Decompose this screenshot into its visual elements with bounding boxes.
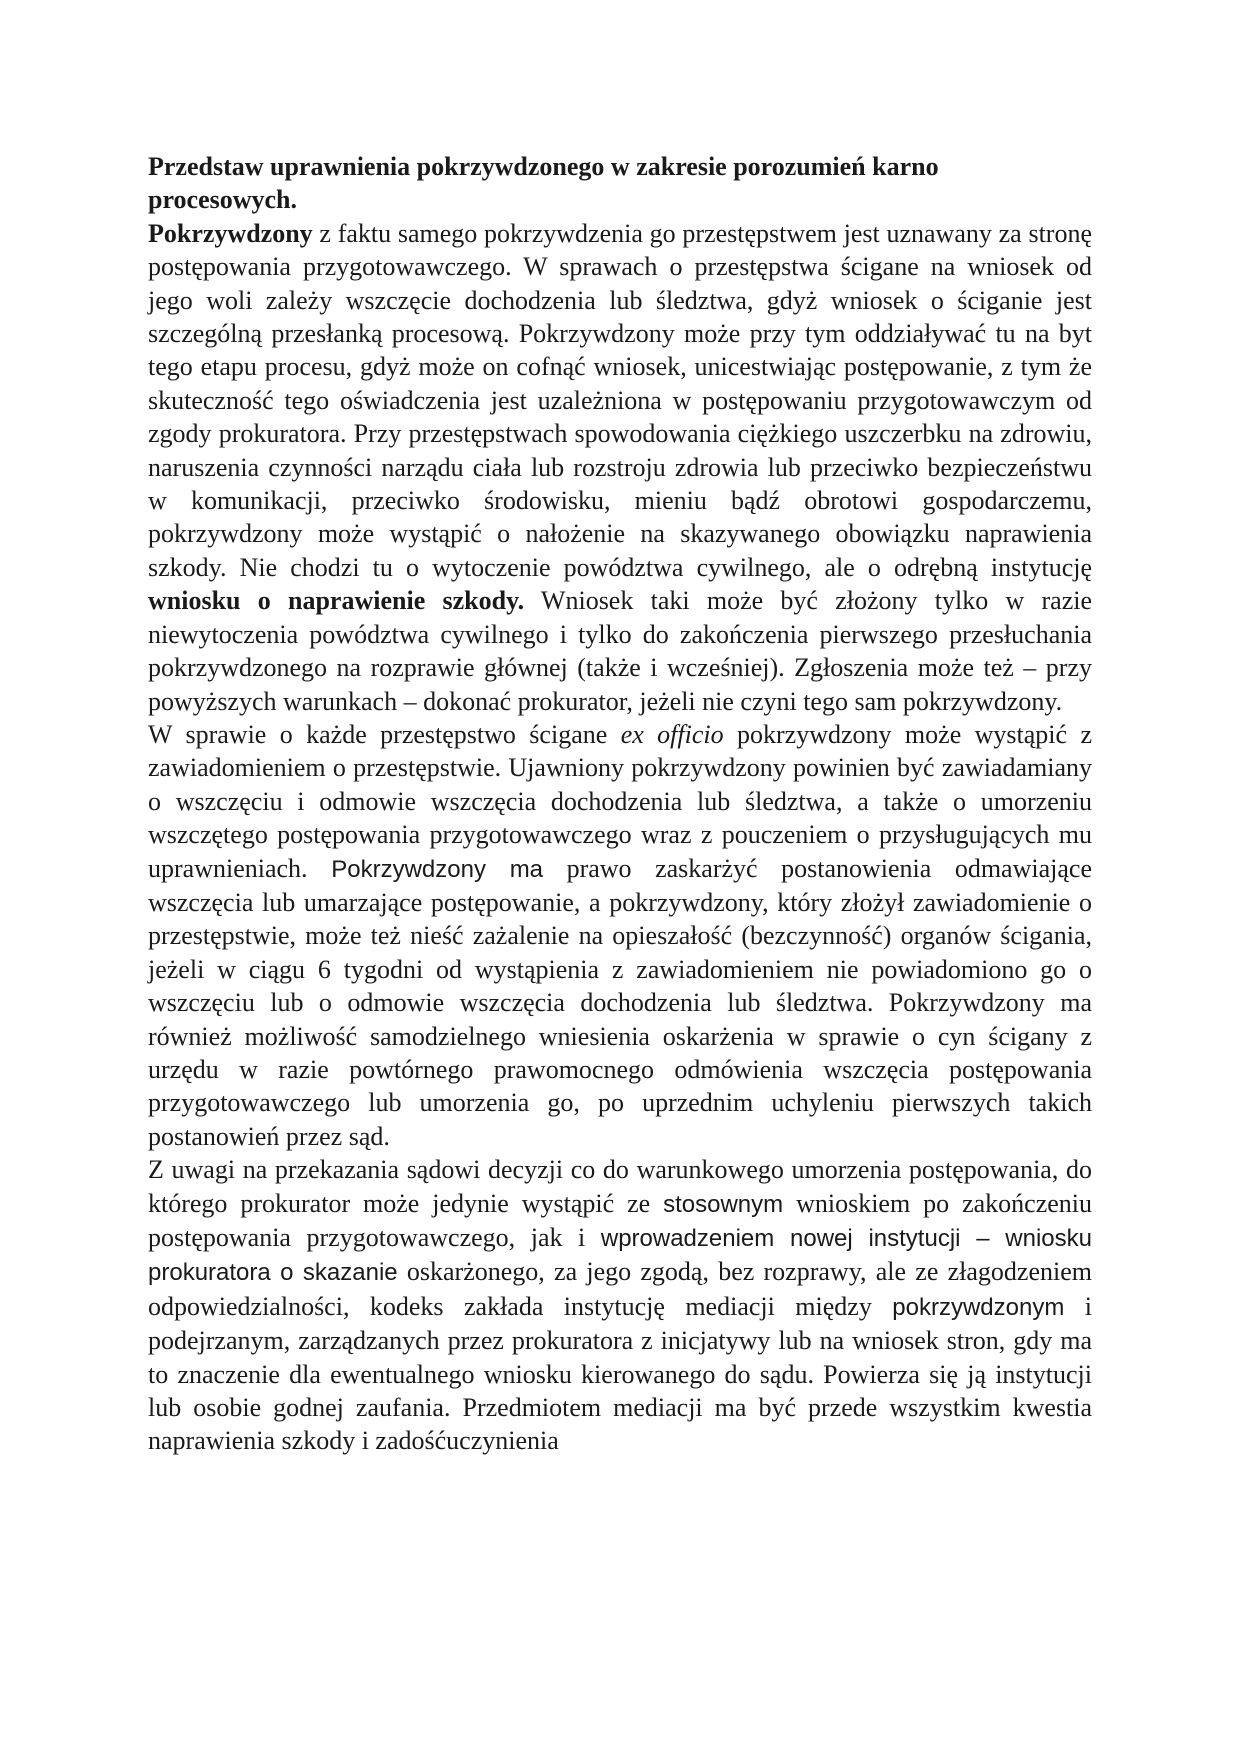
paragraph-2-text-b: pokrzywdzony może wystąpić z zawiadomieniem o przestępstwie. Ujawniony pokrzywdzony powinien być zawiadamiany o wszczęciu i odmowie wszczęcia dochodzenia lub śledztwa, a także o umorzeniu wszczętego postępowania przygotowawczego wraz z pouczeniem o przysługujących mu uprawnieniach. [148,719,1093,883]
paragraph-3 [148,1153,1092,1458]
paragraph-3-text-d: i podejrzanym, zarządzanych przez prokuratora z inicjatywy lub na wniosek stron, gdy ma to znaczenie dla ewentualnego wniosku kierowanego do sądu. Powierza się ją instytucji lub osobie godnej zaufania. Przedmiotem mediacji ma być przede wszystkim kwestia naprawienia szkody i zadośćuczynienia [148,1291,1092,1456]
paragraph-1-text-a: z faktu samego pokrzywdzenia go przestępstwem jest uznawany za stronę postępowania przygotowawczego. W sprawach o przestępstwa ścigane na wniosek od jego woli zależy wszczęcie dochodzenia lub śledztwa, gdyż wniosek o ściganie jest szczególną przesłanką procesową. Pokrzywdzony może przy tym oddziaływać tu na byt tego etapu procesu, gdyż może on cofnąć wniosek, unicestwiając postępowanie, z tym że skuteczność tego oświadczenia jest uzależniona w postępowaniu przygotowawczym od zgody prokuratora. Przy przestępstwach spowodowania ciężkiego uszczerbku na zdrowiu, naruszenia czynności narządu ciała lub rozstroju zdrowia lub przeciwko bezpieczeństwu w komunikacji, przeciwko środowisku, mieniu bądź obrotowi gospodarczemu, pokrzywdzony może wystąpić o nałożenie na skazywanego obowiązku naprawienia szkody. Nie chodzi tu o wytoczenie powództwa cywilnego, ale o odrębną instytucję [148,218,1092,582]
paragraph-3-sans-a: stosownym [663,1190,784,1218]
paragraph-3-sans-c: pokrzywdzonym [892,1293,1065,1321]
paragraph-3-sans-b: wprowadzeniem nowej instytucji – wniosku prokuratora o skazanie [148,1225,1092,1287]
paragraph-1-emphasis: wniosku o naprawienie szkody. [148,586,525,616]
paragraph-2 [148,718,1092,1153]
paragraph-3-text-c: oskarżonego, za jego zgodą, bez rozprawy, ale ze złagodzeniem odpowiedzialności, kodeks zakłada instytucję mediacji między [148,1257,1093,1321]
paragraph-2-italic: ex officio [620,719,724,749]
paragraph-1 [148,217,1092,718]
paragraph-2-text-c: prawo zaskarżyć postanowienia odmawiające wszczęcia lub umarzające postępowanie, a pokrzywdzony, który złożył zawiadomienie o przestępstwie, może też nieść zażalenie na opieszałość (bezczynność) organów ścigania, jeżeli w ciągu 6 tygodni od wystąpienia z zawiadomieniem nie powiadomiono go o wszczęciu lub o odmowie wszczęcia dochodzenia lub śledztwa. Pokrzywdzony ma również możliwość samodzielnego wniesienia oskarżenia w sprawie o cyn ścigany z urzędu w razie powtórnego prawomocnego odmówienia wszczęcia postępowania przygotowawczego lub umorzenia go, po uprzednim uchyleniu pierwszych takich postanowień przez sąd. [148,853,1092,1151]
paragraph-2-sans: Pokrzywdzony ma [307,855,544,883]
paragraph-3-text-a: Z uwagi na przekazania sądowi decyzji co do warunkowego umorzenia postępowania, do którego prokurator może jedynie wystąpić ze [148,1155,1092,1218]
document-title: Przedstaw uprawnienia pokrzywdzonego w zakresie porozumień karno procesowych. [148,152,939,215]
document-body [148,150,1092,1458]
paragraph-1-text-b: Wniosek taki może być złożony tylko w razie niewytoczenia powództwa cywilnego i tylko do zakończenia pierwszego przesłuchania pokrzywdzonego na rozprawie głównej (także i wcześniej). Zgłoszenia może też – przy powyższych warunkach – dokonać prokurator, jeżeli nie czyni tego sam pokrzywdzony. [148,586,1092,716]
paragraph-2-text-a: W sprawie o każde przestępstwo ścigane [148,719,621,749]
paragraph-3-text-b: wnioskiem po zakończeniu postępowania przygotowawczego, jak i [148,1188,1092,1252]
paragraph-1-lead: Pokrzywdzony [148,218,313,248]
